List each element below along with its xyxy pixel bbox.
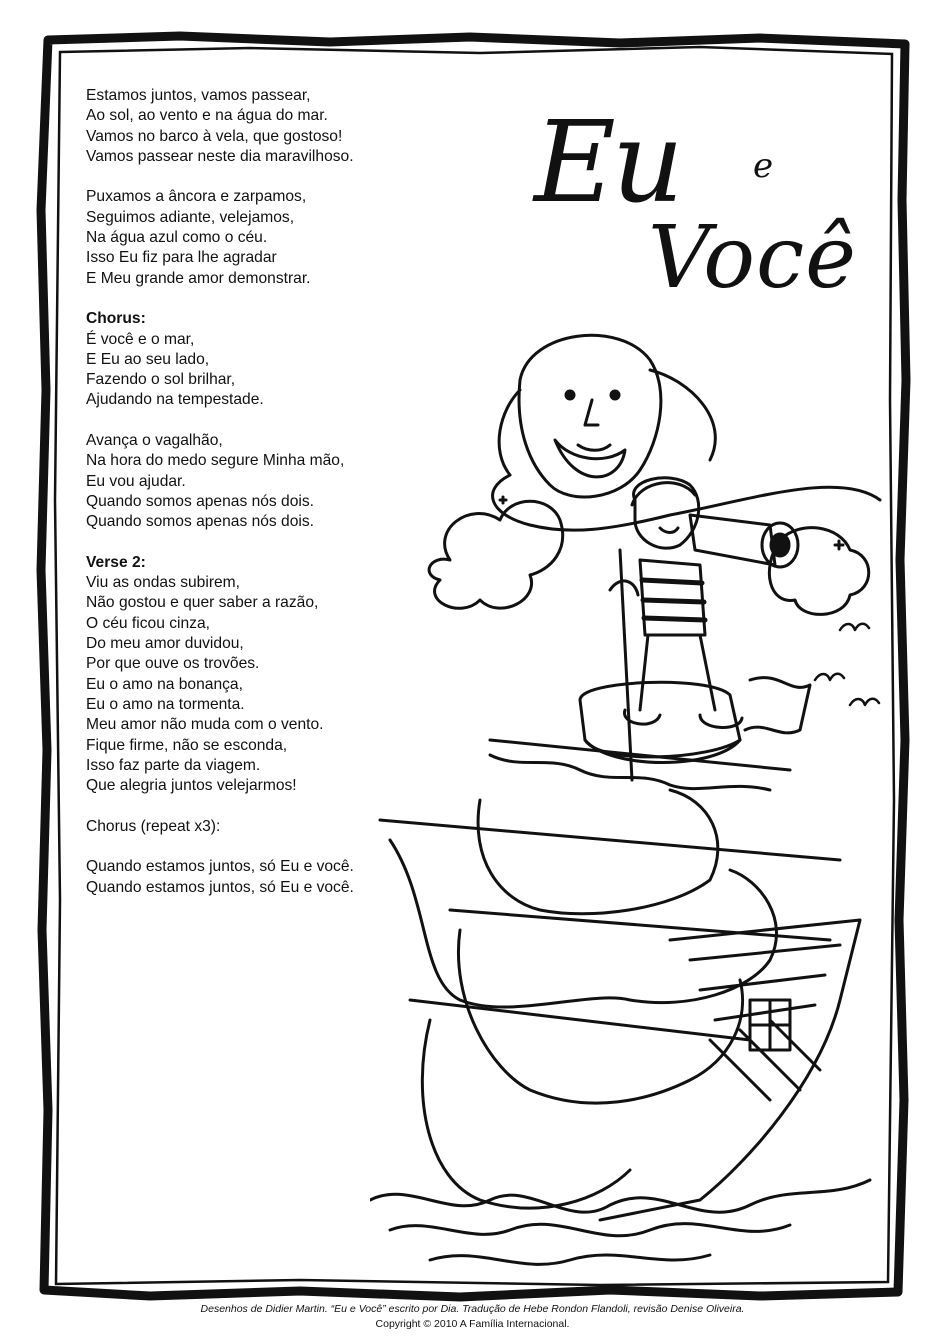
lyric-line: Meu amor não muda com o vento. [86,716,324,734]
lyric-line: Na hora do medo segure Minha mão, [86,452,345,470]
lyric-line: Isso Eu fiz para lhe agradar [86,249,277,267]
ship-illustration [370,300,890,1290]
verse-2-heading: Verse 2: [86,553,146,571]
lyric-line: E Meu grande amor demonstrar. [86,269,311,287]
lyric-line: Que alegria juntos velejarmos! [86,777,297,795]
verse-1b [86,187,416,288]
chorus [86,309,416,410]
lyric-line: Eu o amo na tormenta. [86,695,245,713]
lyric-line: Eu o amo na bonança, [86,675,243,693]
lyric-line: Quando somos apenas nós dois. [86,513,314,531]
title-eu: Eu [534,98,680,228]
lyric-line: Avança o vagalhão, [86,432,223,450]
lyric-line: Ajudando na tempestade. [86,391,264,409]
lyric-line: É você e o mar, [86,330,195,348]
lyric-line: Estamos juntos, vamos passear, [86,87,311,104]
lyric-line: Fique firme, não se esconda, [86,736,288,754]
clouds [429,497,869,614]
lyric-line: Vamos passear neste dia maravilhoso. [86,147,354,165]
lyric-line: Quando somos apenas nós dois. [86,492,314,510]
title-e: e [753,146,774,186]
lyric-line: Ao sol, ao vento e na água do mar. [86,107,328,125]
lyrics [86,86,416,898]
lyric-line: Fazendo o sol brilhar, [86,371,236,389]
ending [86,857,416,898]
credits-line: Desenhos de Didier Martin. “Eu e Você” escrito por Dia. Tradução de Hebe Rondon Flandoli, revisão Denise Oliveira. [200,1303,745,1315]
chorus-repeat-note: Chorus (repeat x3): [86,817,221,835]
lyric-line: Por que ouve os trovões. [86,655,260,673]
bridge [86,431,416,532]
verse-1 [86,86,416,167]
lyric-line: O céu ficou cinza, [86,614,210,632]
waves [370,1180,870,1264]
copyright-line: Copyright © 2010 A Família Internacional. [375,1318,570,1330]
lyric-line: Seguimos adiante, velejamos, [86,208,295,226]
lyric-line: Quando estamos juntos, só Eu e você. [86,878,354,896]
crows-nest [580,678,810,763]
title-voce: Você [648,208,858,308]
lyric-line: E Eu ao seu lado, [86,350,210,368]
lyric-line: Viu as ondas subirem, [86,574,241,592]
verse-2 [86,553,416,797]
lyric-line: Na água azul como o céu. [86,229,268,247]
ship-hull [600,920,860,1220]
chorus-heading: Chorus: [86,310,146,328]
lyric-line: Puxamos a âncora e zarpamos, [86,188,307,206]
lyric-line: Eu vou ajudar. [86,472,186,490]
lyric-line: Vamos no barco à vela, que gostoso! [86,127,343,145]
lyric-line: Não gostou e quer saber a razão, [86,594,319,612]
sails [380,740,840,1208]
jesus-figure [493,335,880,530]
lyric-line: Isso faz parte da viagem. [86,756,261,774]
lyric-line: Quando estamos juntos, só Eu e você. [86,858,354,876]
lyric-line: Do meu amor duvidou, [86,635,244,653]
